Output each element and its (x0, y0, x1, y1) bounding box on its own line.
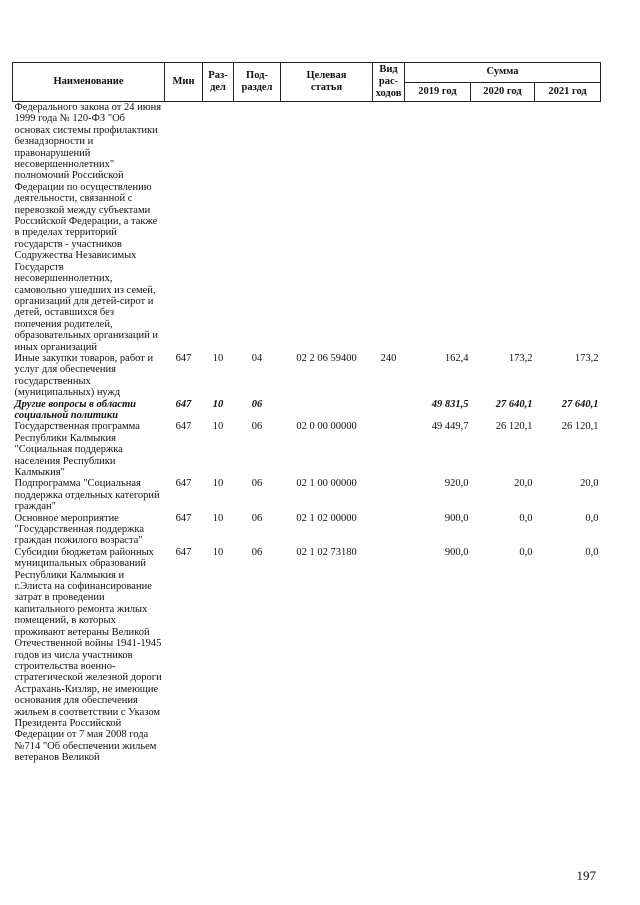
row-podrazdel: 06 (251, 421, 263, 433)
row-razdel (203, 102, 234, 353)
row-target-article (281, 399, 373, 422)
header-min: Мин (165, 63, 203, 102)
table-row (13, 102, 601, 353)
table-row (13, 513, 601, 547)
row-sum-2019: 900,0 (444, 512, 469, 524)
row-razdel: 10 (212, 398, 224, 410)
header-2019: 2019 год (405, 82, 471, 102)
row-razdel: 10 (212, 546, 224, 558)
row-razdel: 10 (212, 421, 224, 433)
row-razdel: 10 (212, 352, 224, 364)
row-sum-2019: 900,0 (444, 546, 469, 558)
row-sum-2019: 49 831,5 (431, 398, 469, 410)
row-sum-2020: 0,0 (519, 512, 533, 524)
header-podrazdel: Под- раздел (234, 63, 281, 102)
row-sum-2021: 26 120,1 (561, 421, 599, 433)
header-target-article: Целевая статья (281, 63, 373, 102)
row-min: 647 (175, 478, 192, 490)
header-razdel: Раз- дел (203, 63, 234, 102)
row-razdel: 10 (212, 512, 224, 524)
table-row (13, 547, 601, 764)
header-2021: 2021 год (535, 82, 601, 102)
row-min: 647 (175, 352, 192, 364)
row-sum-2021: 0,0 (585, 546, 599, 558)
row-podrazdel: 06 (251, 512, 263, 524)
row-sum-2021: 27 640,1 (561, 398, 599, 410)
row-target-article (281, 102, 373, 353)
row-expense-type (373, 547, 405, 764)
row-name: Подпрограмма "Социальная поддержка отдельных категорий граждан" (14, 478, 160, 513)
row-sum-2021: 173,2 (574, 352, 599, 364)
row-sum-2020: 0,0 (519, 546, 533, 558)
row-target-article: 02 1 02 00000 (296, 512, 357, 524)
row-name: Субсидии бюджетам районных муниципальных образований Республики Калмыкия и г.Элиста на софинансирование затрат в проведении капитального ремонта жилых помещений, в которых проживают ветераны Великой Отечественной войны 1941-1945 годов из числа участников строительства военно-стратегической железной дороги Астрахань-Кизляр, не имеющие основания для обеспечения жильем в соответствии с Указом Президента Российской Федерации от 7 мая 2008 года №714 "Об обеспечении жильем ветеранов Великой (14, 546, 162, 764)
row-name: Государственная программа Республики Калмыкия "Социальная поддержка населения Республики Калмыкия" (14, 421, 140, 478)
row-target-article: 02 1 02 73180 (296, 546, 357, 558)
row-sum-2019 (405, 102, 471, 353)
table-body (13, 102, 601, 764)
row-sum-2019: 49 449,7 (431, 421, 469, 433)
row-min: 647 (175, 546, 192, 558)
header-name: Наименование (13, 63, 165, 102)
row-min (165, 102, 203, 353)
table-row (13, 353, 601, 399)
row-sum-2021: 20,0 (580, 478, 599, 490)
header-2020: 2020 год (471, 82, 535, 102)
row-podrazdel: 06 (251, 398, 263, 410)
row-sum-2020 (471, 102, 535, 353)
row-expense-type (373, 513, 405, 547)
row-sum-2020: 173,2 (508, 352, 533, 364)
row-target-article: 02 1 00 00000 (296, 478, 357, 490)
table-row (13, 478, 601, 512)
table-row (13, 399, 601, 422)
row-expense-type (373, 399, 405, 422)
row-sum-2020: 26 120,1 (495, 421, 533, 433)
row-min: 647 (175, 398, 192, 410)
row-expense-type: 240 (380, 352, 397, 364)
row-target-article: 02 2 06 59400 (296, 352, 357, 364)
row-name: Основное мероприятие "Государственная поддержка граждан пожилого возраста" (14, 512, 144, 547)
row-podrazdel: 06 (251, 546, 263, 558)
row-expense-type (373, 421, 405, 478)
row-podrazdel: 06 (251, 478, 263, 490)
row-sum-2019: 162,4 (444, 352, 469, 364)
row-expense-type (373, 102, 405, 353)
row-sum-2020: 27 640,1 (495, 398, 533, 410)
header-expense-type: Вид рас- ходов (373, 63, 405, 102)
row-sum-2021 (535, 102, 601, 353)
row-razdel: 10 (212, 478, 224, 490)
row-name: Другие вопросы в области социальной политики (14, 398, 137, 421)
header-summa: Сумма (405, 63, 601, 83)
table-row (13, 421, 601, 478)
row-podrazdel: 04 (251, 352, 263, 364)
page-number: 197 (576, 868, 596, 883)
row-sum-2020: 20,0 (514, 478, 533, 490)
table-header (13, 63, 601, 102)
row-podrazdel (234, 102, 281, 353)
row-expense-type (373, 478, 405, 512)
row-min: 647 (175, 421, 192, 433)
row-name: Федерального закона от 24 июня 1999 года № 120-ФЗ "Об основах системы профилактики безнадзорности и правонарушений несовершеннолетних" полномочий Российской Федерации по осуществлению деятельности, связанной с перевозкой между субъектами Российской Федерации, а также в пределах территорий государств - участников Содружества Независимых Государств несовершеннолетних, самовольно ушедших из семей, организаций для детей-сирот и детей, оставшихся без попечения родителей, образовательных организаций и иных организаций (14, 102, 162, 353)
row-name: Иные закупки товаров, работ и услуг для обеспечения государственных (муниципальных) нужд (14, 352, 154, 399)
row-sum-2019: 920,0 (444, 478, 469, 490)
row-min: 647 (175, 512, 192, 524)
budget-table (12, 62, 601, 764)
row-sum-2021: 0,0 (585, 512, 599, 524)
row-target-article: 02 0 00 00000 (296, 421, 357, 433)
